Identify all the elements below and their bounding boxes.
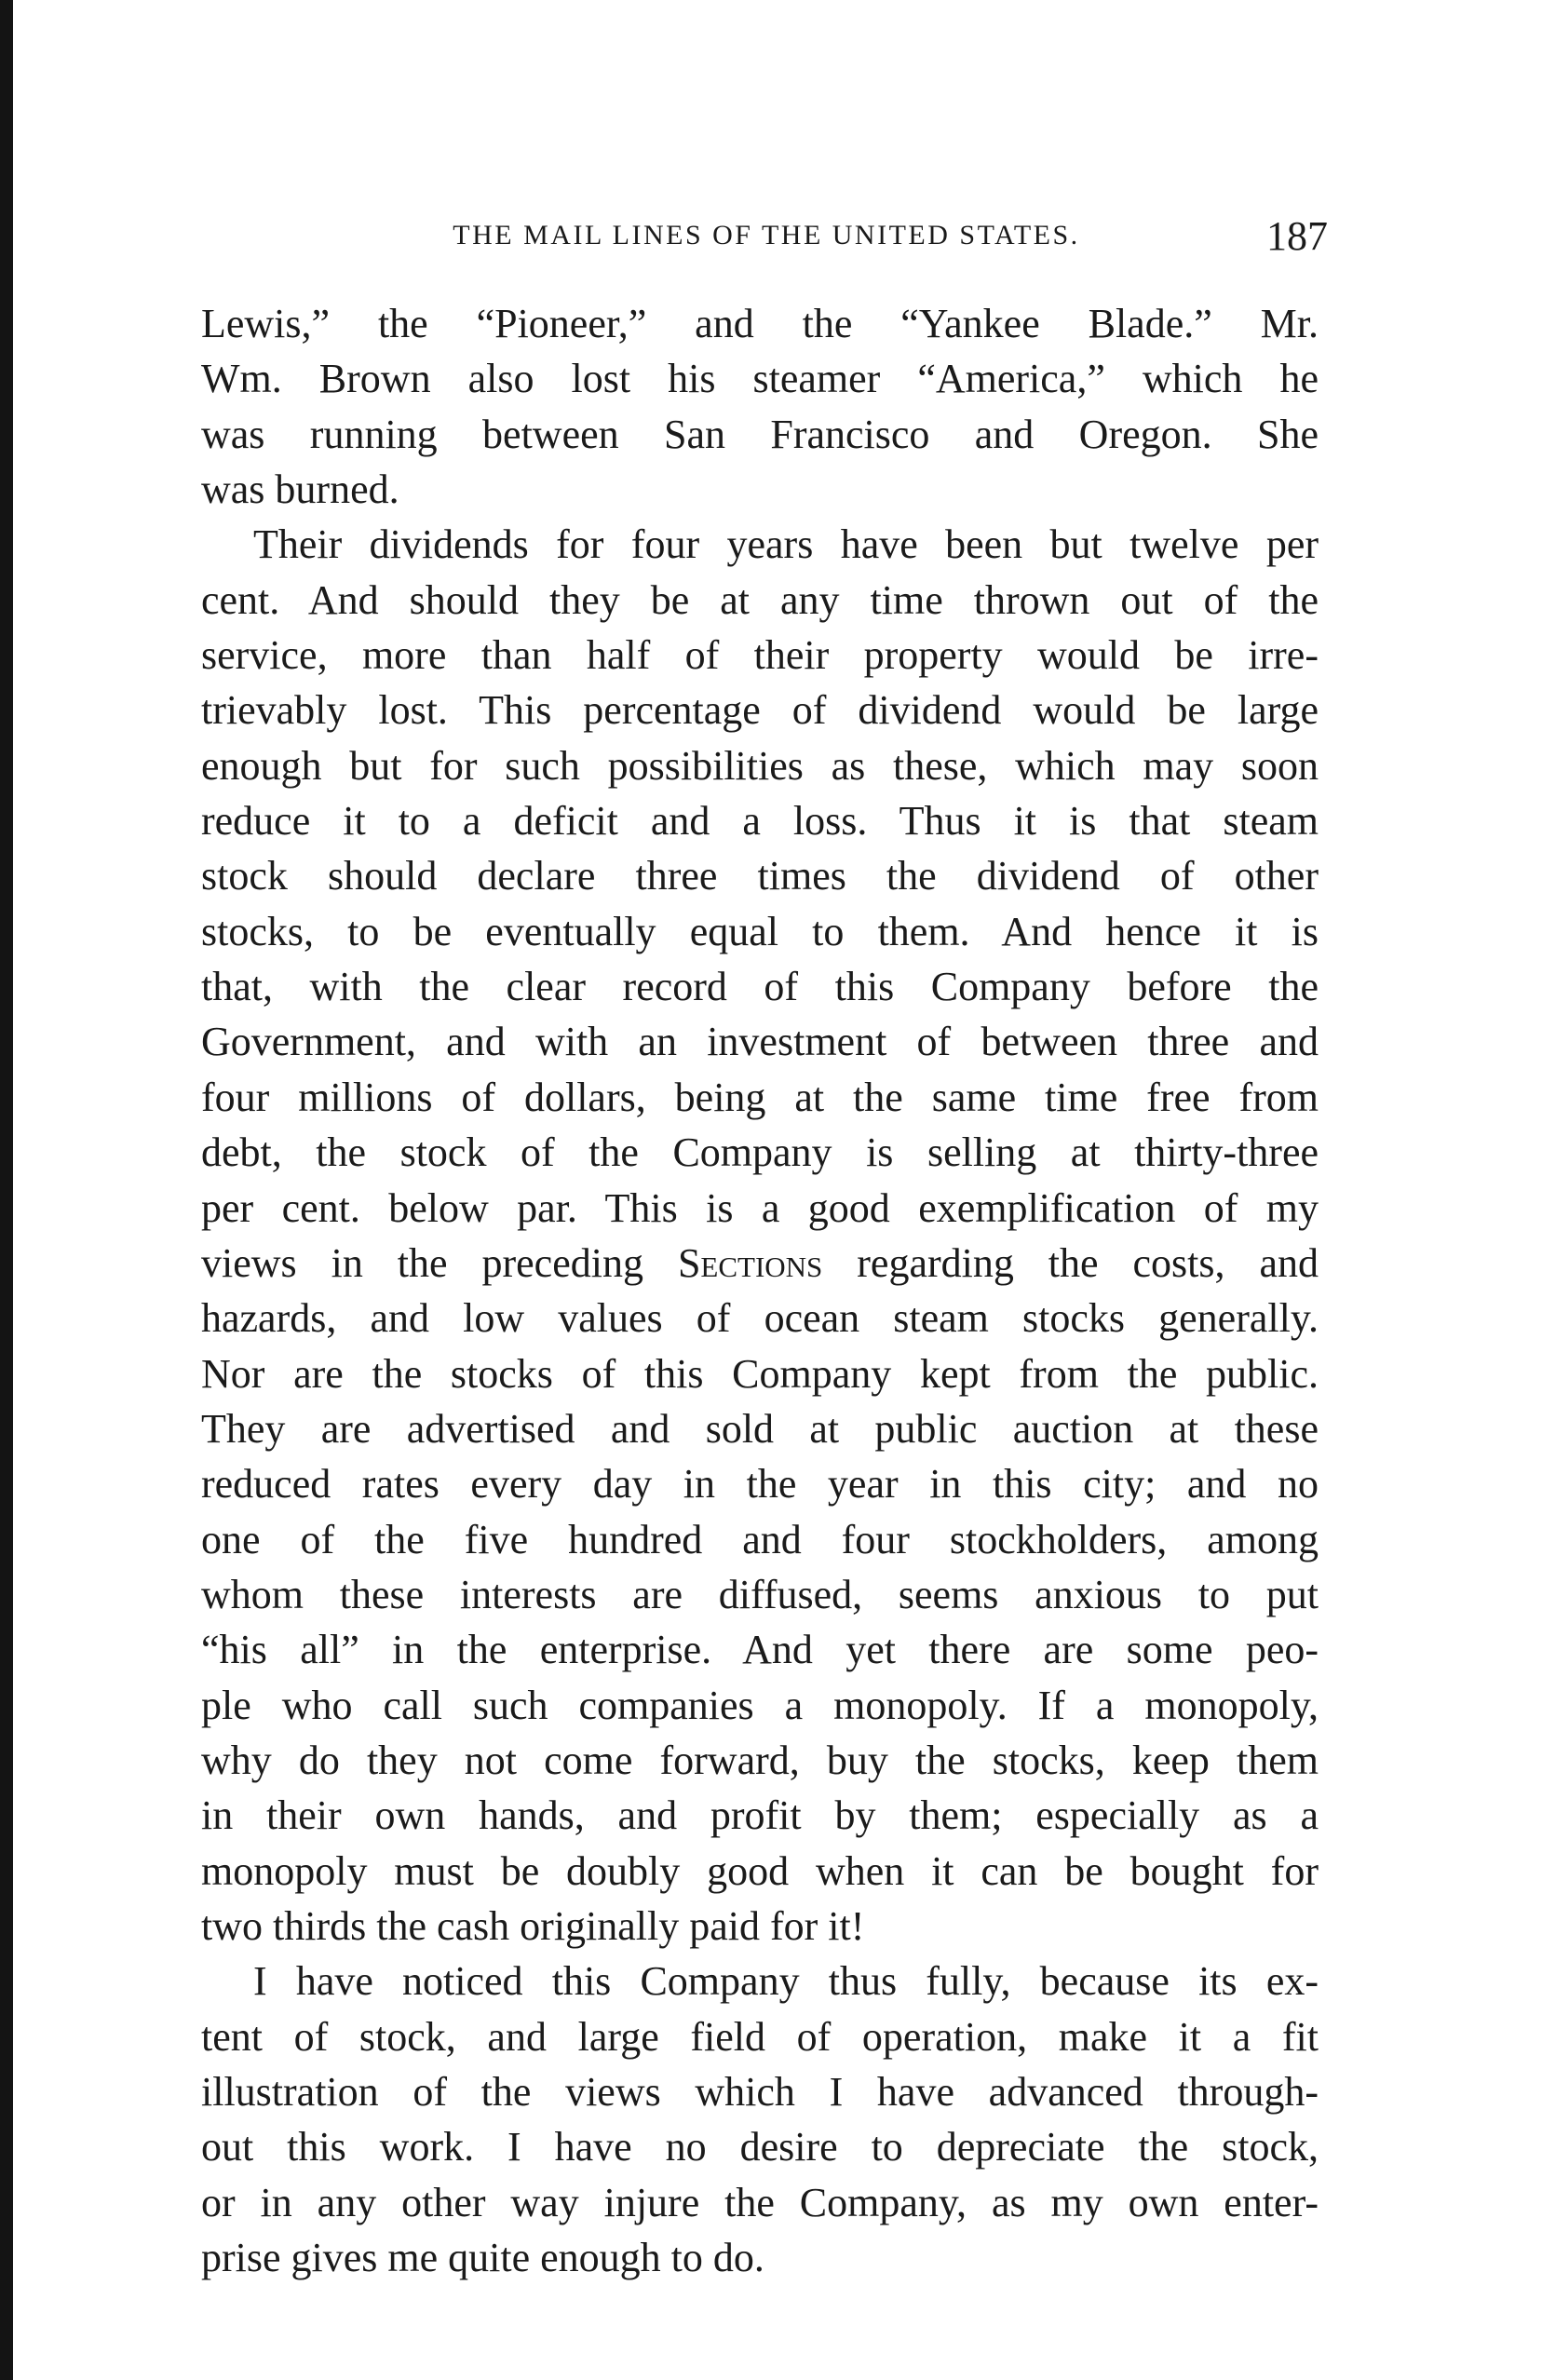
text-line: was running between San Francisco and Oregon. She <box>201 411 1319 457</box>
text-line: enough but for such possibilities as these, which may soon <box>201 742 1319 789</box>
text-line: one of the five hundred and four stockholders, among <box>201 1516 1319 1562</box>
text-line: whom these interests are diffused, seems anxious to put <box>201 1571 1319 1617</box>
text-line: that, with the clear record of this Company before the <box>201 964 1319 1010</box>
text-line: Wm. Brown also lost his steamer “America,” which he <box>201 356 1319 402</box>
text-line: prise gives me quite enough to do. <box>201 2235 764 2281</box>
text-line: Lewis,” the “Pioneer,” and the “Yankee Blade.” Mr. <box>201 301 1319 346</box>
text-line: four millions of dollars, being at the same time free from <box>201 1074 1319 1120</box>
text-line: “his all” in the enterprise. And yet there are some peo- <box>201 1627 1319 1673</box>
text-line: cent. And should they be at any time thrown out of the <box>201 576 1319 623</box>
paragraph-start-line: I have noticed this Company thus fully, because its ex- <box>253 1958 1319 2005</box>
text-line: Government, and with an investment of between three and <box>201 1019 1319 1065</box>
text-line-with-small-caps <box>201 1236 1319 1291</box>
text-line: in their own hands, and profit by them; especially as a <box>201 1792 1319 1839</box>
text-line: two thirds the cash originally paid for it! <box>201 1902 865 1949</box>
text-line: ple who call such companies a monopoly. If a monopoly, <box>201 1682 1319 1728</box>
text-line: stocks, to be eventually equal to them. And hence it is <box>201 908 1319 954</box>
running-title: THE MAIL LINES OF THE UNITED STATES. <box>453 220 1080 250</box>
text-line: reduce it to a deficit and a loss. Thus it is that steam <box>201 798 1319 845</box>
text-fragment: regarding the costs, and <box>857 1239 1319 1286</box>
page-header <box>205 210 1328 266</box>
text-line: service, more than half of their property would be irre- <box>201 632 1319 679</box>
text-line: illustration of the views which I have advanced through- <box>201 2069 1319 2115</box>
text-line: reduced rates every day in the year in this city; and no <box>201 1461 1319 1508</box>
text-line: trievably lost. This percentage of dividend would be large <box>201 687 1319 734</box>
text-line: debt, the stock of the Company is selling at thirty-three <box>201 1129 1319 1176</box>
text-line: stock should declare three times the dividend of other <box>201 853 1319 899</box>
text-line: tent of stock, and large field of operation, make it a fit <box>201 2013 1319 2060</box>
text-line: or in any other way injure the Company, as my own enter- <box>201 2179 1319 2225</box>
text-line: hazards, and low values of ocean steam stocks generally. <box>201 1295 1319 1342</box>
text-line: monopoly must be doubly good when it can be bought for <box>201 1847 1319 1894</box>
text-line: why do they not come forward, buy the stocks, keep them <box>201 1737 1319 1783</box>
text-fragment: views in the preceding <box>201 1239 643 1286</box>
page-number: 187 <box>1266 213 1328 259</box>
text-line: out this work. I have no desire to depreciate the stock, <box>201 2124 1319 2170</box>
paragraph-start-line: Their dividends for four years have been but twelve per <box>253 521 1319 568</box>
page-binding-edge <box>0 0 13 2380</box>
small-caps-term: Sections <box>677 1239 823 1286</box>
text-line: per cent. below par. This is a good exemplification of my <box>201 1184 1319 1231</box>
text-line: Nor are the stocks of this Company kept from the public. <box>201 1350 1319 1397</box>
text-line: was burned. <box>201 467 399 513</box>
body-text <box>201 296 1319 2285</box>
text-line: They are advertised and sold at public auction at these <box>201 1405 1319 1452</box>
